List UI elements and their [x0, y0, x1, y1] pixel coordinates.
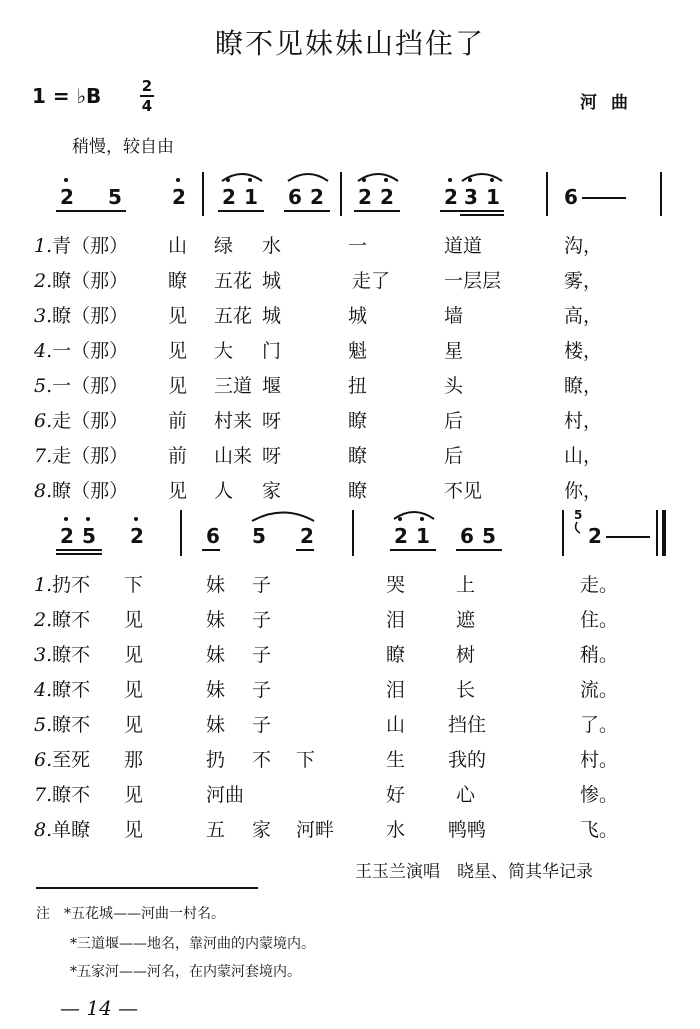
lyric: 稍。 — [580, 644, 619, 666]
lyric-line: 6.走（那） — [34, 410, 129, 432]
lyric: 走。 — [580, 574, 619, 596]
lyric: 城 — [262, 270, 282, 292]
lyric: 一层层 — [444, 270, 502, 292]
lyric: 后 — [444, 410, 464, 432]
sustain-dash — [582, 197, 626, 199]
barline — [180, 510, 182, 556]
page-number: — 14 — — [60, 996, 139, 1020]
lyric: 惨。 — [580, 784, 619, 806]
lyric: 墙 — [444, 305, 464, 327]
lyric: 村。 — [580, 749, 619, 771]
lyric: 不见 — [444, 480, 483, 502]
sustain-dash — [606, 536, 650, 538]
meter-bottom: 4 — [141, 97, 153, 115]
lyric: 流。 — [580, 679, 619, 701]
lyric: 村， — [564, 410, 603, 432]
lyric: 村来 — [214, 410, 253, 432]
lyric: 鸭鸭 — [448, 819, 487, 841]
lyric: 见 — [168, 480, 188, 502]
lyric: 子 — [252, 679, 272, 701]
key-signature: 1 = ♭B — [32, 84, 102, 108]
eighth-beam — [56, 549, 102, 551]
lyric: 河畔 — [296, 819, 335, 841]
lyric: 见 — [168, 305, 188, 327]
barline — [546, 172, 548, 216]
barline — [660, 172, 662, 216]
octave-dot — [448, 178, 452, 182]
lyric: 雾， — [564, 270, 603, 292]
eighth-beam — [56, 210, 126, 212]
lyric-line: 4.一（那） — [34, 340, 129, 362]
tempo-marking: 稍慢，较自由 — [72, 137, 174, 157]
lyric: 瞭 — [386, 644, 406, 666]
lyric-line: 7.瞭不 — [34, 784, 91, 806]
lyric: 哭 — [386, 574, 406, 596]
barline — [562, 510, 564, 556]
note: 2 — [358, 185, 372, 209]
eighth-beam — [456, 549, 502, 551]
lyric-line: 5.瞭不 — [34, 714, 91, 736]
lyric: 遮 — [456, 609, 476, 631]
lyric: 沟， — [564, 235, 603, 257]
note: 5 — [82, 524, 96, 548]
lyric: 家 — [252, 819, 272, 841]
lyric: 一 — [348, 235, 368, 257]
lyric-line: 2.瞭不 — [34, 609, 91, 631]
note: 2 — [300, 524, 314, 548]
lyric: 山 — [386, 714, 406, 736]
lyric: 瞭 — [168, 270, 188, 292]
lyric: 瞭 — [348, 410, 368, 432]
sixteenth-beam — [460, 214, 504, 216]
lyric: 妹 — [206, 574, 226, 596]
slur — [392, 508, 436, 520]
lyric-line: 5.一（那） — [34, 375, 129, 397]
note: 2 — [60, 524, 74, 548]
note: 6 — [206, 524, 220, 548]
lyric: 三道 — [214, 375, 253, 397]
song-origin: 河曲 — [580, 93, 642, 113]
lyric: 下 — [124, 574, 144, 596]
lyric: 堰 — [262, 375, 282, 397]
lyric-line: 3.瞭（那） — [34, 305, 129, 327]
note: 5 — [108, 185, 122, 209]
octave-dot — [176, 178, 180, 182]
lyric: 见 — [168, 375, 188, 397]
lyric-line: 2.瞭（那） — [34, 270, 129, 292]
note: 2 — [310, 185, 324, 209]
lyric-line: 8.单瞭 — [34, 819, 91, 841]
slur — [460, 170, 504, 182]
final-barline-thin — [656, 510, 658, 556]
lyric: 高， — [564, 305, 603, 327]
lyric: 扭 — [348, 375, 368, 397]
lyric: 河曲 — [206, 784, 245, 806]
note: 1 — [486, 185, 500, 209]
lyric: 家 — [262, 480, 282, 502]
lyric: 五花 — [214, 305, 253, 327]
note: 2 — [444, 185, 458, 209]
lyric: 子 — [252, 714, 272, 736]
lyric: 泪 — [386, 609, 406, 631]
lyric: 见 — [124, 609, 144, 631]
lyric: 子 — [252, 644, 272, 666]
performer-credit: 王玉兰演唱 晓星、简其华记录 — [355, 862, 593, 882]
meter-top: 2 — [141, 77, 153, 95]
lyric: 那 — [124, 749, 144, 771]
lyric: 呀 — [262, 410, 282, 432]
lyric: 五花 — [214, 270, 253, 292]
final-barline-thick — [662, 510, 666, 556]
note: 2 — [380, 185, 394, 209]
slur — [250, 508, 316, 522]
lyric: 五 — [206, 819, 226, 841]
lyric: 见 — [124, 819, 144, 841]
eighth-beam — [202, 549, 220, 551]
lyric: 魁 — [348, 340, 368, 362]
lyric: 山， — [564, 445, 603, 467]
lyric: 树 — [456, 644, 476, 666]
lyric: 水 — [386, 819, 406, 841]
note: 2 — [588, 524, 602, 548]
slur — [286, 170, 330, 182]
note: 3 — [464, 185, 478, 209]
lyric-line: 8.瞭（那） — [34, 480, 129, 502]
note: 6 — [564, 185, 578, 209]
lyric: 妹 — [206, 714, 226, 736]
lyric: 城 — [348, 305, 368, 327]
lyric: 后 — [444, 445, 464, 467]
lyric-line: 6.至死 — [34, 749, 91, 771]
footnote-divider — [36, 887, 258, 889]
lyric: 下 — [296, 749, 316, 771]
grace-slur — [574, 520, 588, 534]
eighth-beam — [440, 210, 504, 212]
note: 5 — [482, 524, 496, 548]
lyric: 瞭， — [564, 375, 603, 397]
lyric: 子 — [252, 609, 272, 631]
time-signature — [140, 78, 154, 114]
footnote: *三道堰——地名，靠河曲的内蒙境内。 — [70, 936, 315, 952]
slur — [220, 170, 264, 182]
eighth-beam — [284, 210, 330, 212]
note: 1 — [416, 524, 430, 548]
lyric: 道道 — [444, 235, 483, 257]
barline — [340, 172, 342, 216]
lyric: 走了 — [352, 270, 391, 292]
lyric: 挡住 — [448, 714, 487, 736]
eighth-beam — [296, 549, 314, 551]
octave-dot — [64, 178, 68, 182]
sixteenth-beam — [56, 553, 102, 555]
lyric: 楼， — [564, 340, 603, 362]
grace-note: 5 — [574, 508, 583, 522]
note: 2 — [222, 185, 236, 209]
lyric: 见 — [124, 714, 144, 736]
note: 6 — [460, 524, 474, 548]
barline — [352, 510, 354, 556]
lyric-line: 3.瞭不 — [34, 644, 91, 666]
lyric: 水 — [262, 235, 282, 257]
eighth-beam — [354, 210, 400, 212]
lyric: 扔 — [206, 749, 226, 771]
lyric: 见 — [124, 679, 144, 701]
lyric: 头 — [444, 375, 464, 397]
lyric: 妹 — [206, 609, 226, 631]
lyric: 见 — [168, 340, 188, 362]
lyric: 城 — [262, 305, 282, 327]
lyric: 星 — [444, 340, 464, 362]
lyric-line: 7.走（那） — [34, 445, 129, 467]
lyric: 呀 — [262, 445, 282, 467]
note: 2 — [130, 524, 144, 548]
lyric: 山 — [168, 235, 188, 257]
lyric: 泪 — [386, 679, 406, 701]
lyric-line: 1.青（那） — [34, 235, 129, 257]
lyric: 山来 — [214, 445, 253, 467]
lyric: 我的 — [448, 749, 487, 771]
lyric: 上 — [456, 574, 476, 596]
page-title: 瞭不见妹妹山挡住了 — [214, 27, 485, 60]
lyric: 住。 — [580, 609, 619, 631]
lyric: 大 — [214, 340, 234, 362]
lyric: 飞。 — [580, 819, 619, 841]
octave-dot — [86, 517, 90, 521]
lyric: 见 — [124, 784, 144, 806]
lyric: 妹 — [206, 644, 226, 666]
lyric: 见 — [124, 644, 144, 666]
lyric: 前 — [168, 410, 188, 432]
note: 2 — [60, 185, 74, 209]
note: 6 — [288, 185, 302, 209]
note: 5 — [252, 524, 266, 548]
lyric: 瞭 — [348, 445, 368, 467]
lyric: 不 — [252, 749, 272, 771]
lyric: 门 — [262, 340, 282, 362]
lyric: 瞭 — [348, 480, 368, 502]
lyric: 妹 — [206, 679, 226, 701]
octave-dot — [134, 517, 138, 521]
lyric: 前 — [168, 445, 188, 467]
note: 1 — [244, 185, 258, 209]
lyric: 生 — [386, 749, 406, 771]
barline — [202, 172, 204, 216]
lyric: 绿 — [214, 235, 234, 257]
lyric: 你， — [564, 480, 603, 502]
octave-dot — [64, 517, 68, 521]
eighth-beam — [218, 210, 264, 212]
lyric: 心 — [456, 784, 476, 806]
lyric: 子 — [252, 574, 272, 596]
footnote: 注 *五花城——河曲一村名。 — [36, 906, 225, 922]
slur — [356, 170, 400, 182]
lyric-line: 1.扔不 — [34, 574, 91, 596]
eighth-beam — [390, 549, 436, 551]
lyric: 长 — [456, 679, 476, 701]
footnote: *五家河——河名，在内蒙河套境内。 — [70, 964, 301, 980]
lyric-line: 4.瞭不 — [34, 679, 91, 701]
lyric: 好 — [386, 784, 406, 806]
lyric: 了。 — [580, 714, 619, 736]
lyric: 人 — [214, 480, 234, 502]
note: 2 — [172, 185, 186, 209]
note: 2 — [394, 524, 408, 548]
